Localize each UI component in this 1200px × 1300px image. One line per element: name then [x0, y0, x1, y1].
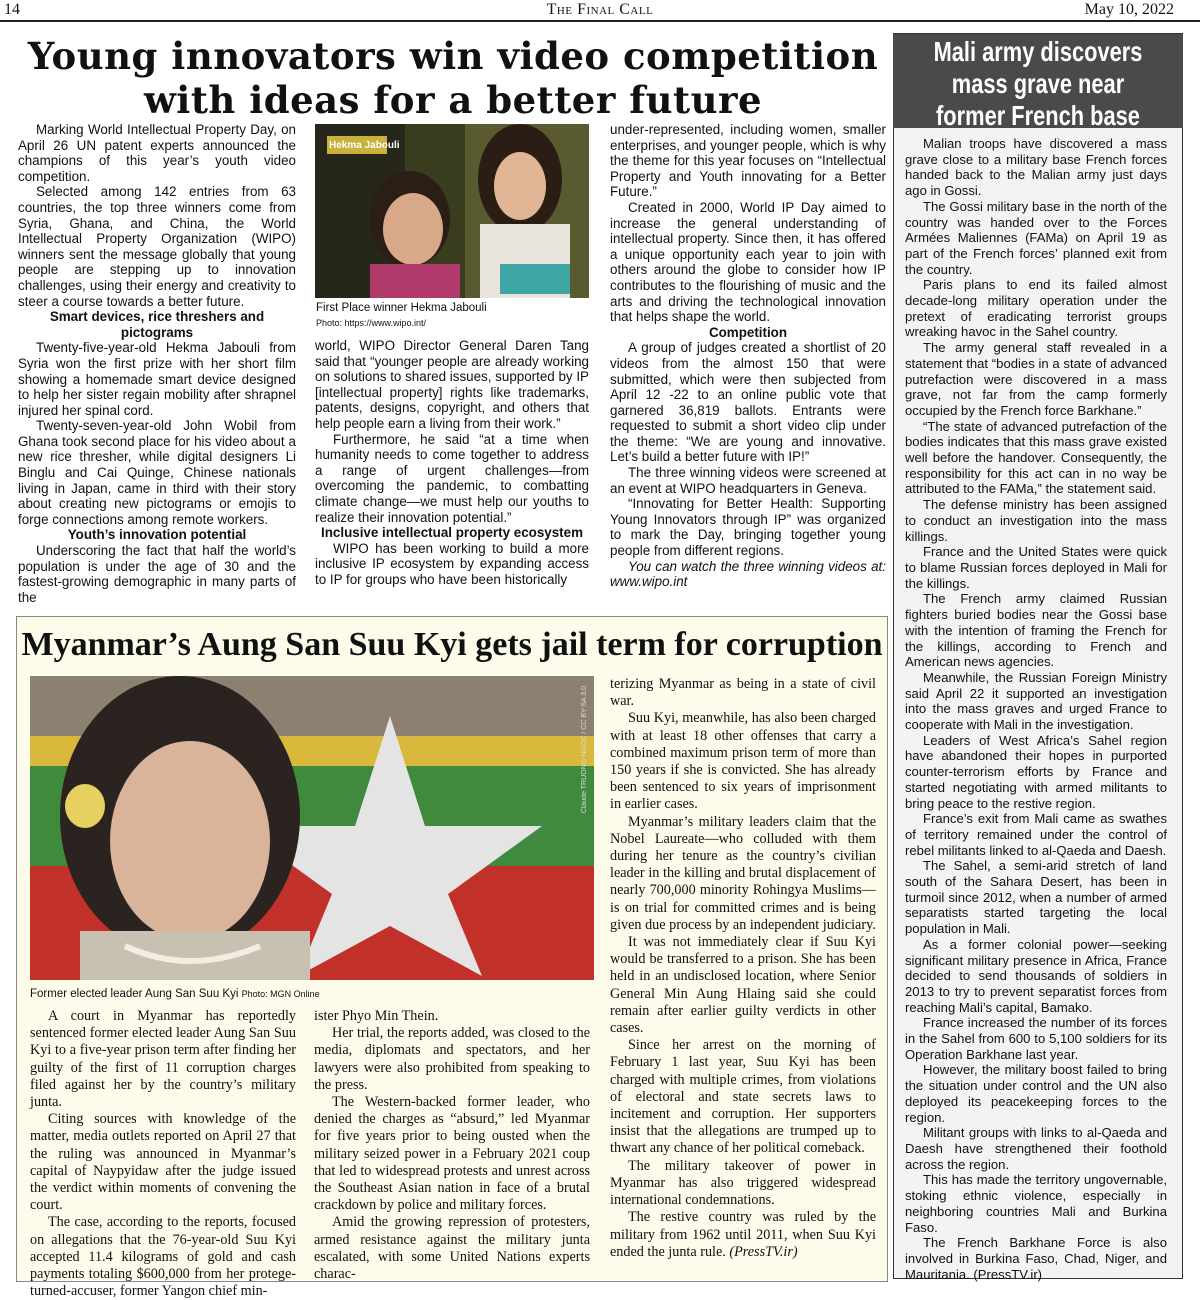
paragraph: Leaders of West Africa’s Sahel region have abandoned their hopes in purported counter-terrorism efforts by France and started negotiating with armed militants to bring peace to the restive region.: [905, 732, 1167, 811]
paragraph: France’s exit from Mali came as swathes of territory remained under the control of rebel militants linked to al-Qaeda and Daesh.: [905, 811, 1167, 858]
paragraph: Militant groups with links to al-Qaeda and Daesh have strengthened their foothold across the region.: [905, 1125, 1167, 1172]
paragraph: The Sahel, a semi-arid stretch of land south of the Sahara Desert, has been in turmoil since 2012, when a number of armed separatists started targeting the local population in Mali.: [905, 858, 1167, 937]
paragraph: Twenty-five-year-old Hekma Jabouli from Syria won the first prize with her short film showing a homemade smart device designed to help her sister regain mobility after shrapnel injured her spinal cord.: [18, 340, 296, 418]
paragraph: France increased the number of its forces in the Sahel from 600 to 5,100 soldiers for its Operation Barkhane last year.: [905, 1015, 1167, 1062]
paragraph: WIPO has been working to build a more inclusive IP ecosystem by expanding access to IP for groups who have been historically: [315, 540, 589, 587]
header-rule: [0, 20, 1200, 22]
paragraph: Myanmar’s military leaders claim that the Nobel Laureate—who colluded with them during her tenure as the country’s civilian leader in the killing and brutal displacement of nearly 700,000 minority Rohingya Muslims—is on trial for committed crimes and is being given due process by an independent judiciary.: [610, 813, 876, 933]
paragraph: ister Phyo Min Thein.: [314, 1008, 439, 1024]
article1-photo: [315, 124, 589, 298]
paragraph: Selected among 142 entries from 63 countries, the top three winners come from Syria, Ghana, and China, the World Intellectual Property Organization (WIPO) winners sent the message globally that young people are stepping up to innovation challenges, using their energy and creativity to steer a course towards a better future.: [18, 184, 296, 309]
paragraph: The Western-backed former leader, who denied the charges as “absurd,” led Myanmar for five years prior to being ousted when the military seized power in a February 2021 coup that led to widespread protests and unrest across the Southeast Asian nation in face of a brutal crackdown by police and military forces.: [314, 1094, 590, 1214]
paragraph: The case, according to the reports, focused on allegations that the 76-year-old Suu Kyi accepted 11.4 kilograms of gold and cash payments totaling $600,000 from her protege-turned-accuser, former Yangon chief min-: [30, 1214, 296, 1300]
paragraph: The military takeover of power in Myanmar has also triggered widespread international condemnations.: [610, 1157, 876, 1209]
paragraph: The French Barkhane Force is also involved in Burkina Faso, Chad, Niger, and Mauritania. (PressTV.ir): [905, 1235, 1167, 1282]
paragraph: However, the military boost failed to bring the situation under control and the UN also deployed its peacekeeping forces to the region.: [905, 1062, 1167, 1125]
paragraph: Meanwhile, the Russian Foreign Ministry said April 22 it supported an investigation into the mass graves and urged France to cooperate with Mali in the investigation.: [905, 669, 1167, 733]
paragraph: Malian troops have discovered a mass grave close to a military base French forces handed back to the Malian army just days ago in Gossi.: [905, 136, 1167, 199]
paragraph: Underscoring the fact that half the world’s population is under the age of 30 and the fastest-growing demographic in many parts of the: [18, 543, 296, 605]
subheading: Smart devices, rice threshers and pictograms: [49, 309, 265, 340]
photo-overlay-label: Hekma Jabouli: [329, 140, 400, 151]
article2-column-1: [30, 1008, 296, 1300]
paragraph: Twenty-seven-year-old John Wobil from Ghana took second place for his video about a new rice thresher, while digital designers Li Binglu and Cai Quinge, Chinese nationals living in Japan, came in third with their story about creating new pictograms or emojis to forge connections among remote workers.: [18, 418, 296, 527]
sidebar-column: [905, 136, 1167, 1282]
page-number: 14: [4, 1, 20, 18]
paragraph: A court in Myanmar has reportedly sentenced former elected leader Aung San Suu Kyi to a five-year prison term after finding her guilty of the first of 11 corruption charges filed against her by the country’s military junta.: [30, 1008, 296, 1111]
paragraph: Her trial, the reports added, was closed to the media, diplomats and spectators, and her lawyers were also prohibited from speaking to the press.: [314, 1025, 590, 1093]
subheading: Youth’s innovation potential: [67, 527, 247, 543]
paragraph: Marking World Intellectual Property Day, on April 26 UN patent experts announced the champions of this year’s youth video competition.: [18, 122, 296, 184]
paragraph: The restive country was ruled by the military from 1962 until 2011, when Suu Kyi ended the junta rule. (PressTV.ir): [610, 1209, 876, 1260]
subheading: Competition: [708, 324, 788, 340]
paragraph: The French army claimed Russian fighters buried bodies near the Gossi base with the intention of framing the French for the killings, according to French and American news agencies.: [905, 591, 1167, 670]
paragraph: As a former colonial power—seeking significant military presence in Africa, France decided to send thousands of soldiers in 2013 to try to prevent separatist forces from reaching Mali’s capital, Bamako.: [905, 936, 1167, 1015]
article1-headline: Young innovators win video competition with ideas for a better future: [27, 34, 879, 122]
article1-photo-caption: First Place winner Hekma Jabouli Photo: https://www.wipo.int/: [316, 302, 487, 328]
source-tag: (PressTV.ir): [729, 1243, 798, 1260]
paragraph: A group of judges created a shortlist of 20 videos from the almost 150 that were submitted, which were then subjected from April 12 -22 to an online public vote that garnered 36,819 ballots. Entrants were requested to submit a short video clip under the theme: “We are young and innovative. Let’s build a better future with IP!”: [610, 340, 886, 465]
paragraph: France and the United States were quick to blame Russian forces deployed in Mali for the killings.: [905, 544, 1167, 591]
paragraph: world, WIPO Director General Daren Tang said that “younger people are already working on solutions to shared issues, supported by IP [intellectual property] rights like trademarks, patents, designs, copyright, and others that help people earn a living from their work.”: [315, 338, 589, 431]
paragraph: Citing sources with knowledge of the matter, media outlets reported on April 27 that the ruling was announced in Myanmar’s capital of Naypyidaw after the judge issued the verdict within moments of convening the court.: [30, 1111, 296, 1214]
sidebar-headline: Mali army discovers mass grave near former French base: [933, 36, 1143, 131]
paragraph: Suu Kyi, meanwhile, has also been charged with at least 18 other offenses that carry a combined maximum prison term of more than 150 years if she is convicted. She has already been sentenced to six years of imprisonment in earlier cases.: [610, 710, 876, 813]
article2-column-2: [314, 1008, 590, 1283]
paragraph: “The state of advanced putrefaction of the bodies indicates that this mass grave existed well before the handover. Consequently, the responsibility for this act can in no way be attributed to the FAMa,” the statement said.: [905, 418, 1167, 497]
paragraph: The Gossi military base in the north of the country was handed over to the Forces Armées Maliennes (FAMa) on April 19 as part of the French forces’ planned exit from the country.: [905, 198, 1167, 277]
paragraph: Paris plans to end its failed almost decade-long military operation under the pretext of eradicating terrorist groups wreaking havoc in the Sahel country.: [905, 277, 1167, 340]
photo-side-credit: Claude TRUONG-NGOC / CC BY-SA 3.0: [581, 686, 588, 814]
paragraph: terizing Myanmar as being in a state of civil war.: [610, 676, 876, 710]
issue-date: May 10, 2022: [1084, 1, 1174, 18]
paragraph: under-represented, including women, smaller enterprises, and younger people, which is why the theme for this year focuses on “Intellectual Property and Youth innovating for a Better Future.”: [610, 122, 886, 200]
article2-column-3: [610, 676, 876, 1261]
paragraph: Furthermore, he said “at a time when humanity needs to come together to address a range of urgent challenges—from overcoming the pandemic, to combatting climate change—we must help our youths to realize their innovation potential.”: [315, 431, 589, 525]
page-header: [0, 0, 1200, 22]
article2-headline: Myanmar’s Aung San Suu Kyi gets jail term for corruption: [21, 626, 883, 663]
publication-name: The Final Call: [546, 1, 654, 18]
paragraph: It was not immediately clear if Suu Kyi would be transferred to a prison. She has been held in an undisclosed location, where Senior General Min Aung Hlaing said she could remain after earlier guilty verdicts in other cases.: [610, 934, 876, 1037]
paragraph: “Innovating for Better Health: Supporting Young Innovators through IP” was organized to mark the Day, bringing together young people from different regions.: [610, 496, 886, 559]
paragraph: The army general staff revealed in a statement that “bodies in a state of advanced putrefaction were discovered in a mass grave, not far from the camp formerly occupied by the French force Barkhane.”: [905, 340, 1167, 418]
paragraph: The defense ministry has been assigned to conduct an investigation into the mass killings.: [905, 497, 1167, 544]
paragraph: Created in 2000, World IP Day aimed to increase the general understanding of intellectual property. Since then, it has offered a unique opportunity each year to join with others around the globe to consider how IP contributes to the flourishing of music and the arts and driving the technological innovation that helps shape the world.: [610, 199, 886, 325]
paragraph: This has made the territory ungovernable, stoking ethnic violence, especially in neighboring countries Mali and Burkina Faso.: [905, 1172, 1167, 1235]
subheading: Inclusive intellectual property ecosystem: [321, 525, 583, 541]
paragraph: The three winning videos were screened at an event at WIPO headquarters in Geneva.: [610, 465, 886, 496]
article1-column-1: [18, 122, 296, 605]
paragraph: You can watch the three winning videos at: www.wipo.int: [610, 558, 886, 590]
paragraph: Amid the growing repression of protesters, armed resistance against the military junta escalated, with some United Nations experts charac-: [314, 1214, 590, 1283]
article1-column-3: [610, 122, 886, 590]
article2-photo-caption: Former elected leader Aung San Suu Kyi Photo: MGN Online: [30, 988, 320, 1000]
paragraph: Since her arrest on the morning of February 1 last year, Suu Kyi has been charged with multiple crimes, from violations of electoral and state secrets laws to incitement and corruption. Her supporters insist that the allegations are trumped up to thwart any chance of her political comeback.: [610, 1037, 876, 1157]
article1-column-2: [315, 338, 589, 588]
article2-photo: [30, 676, 594, 980]
